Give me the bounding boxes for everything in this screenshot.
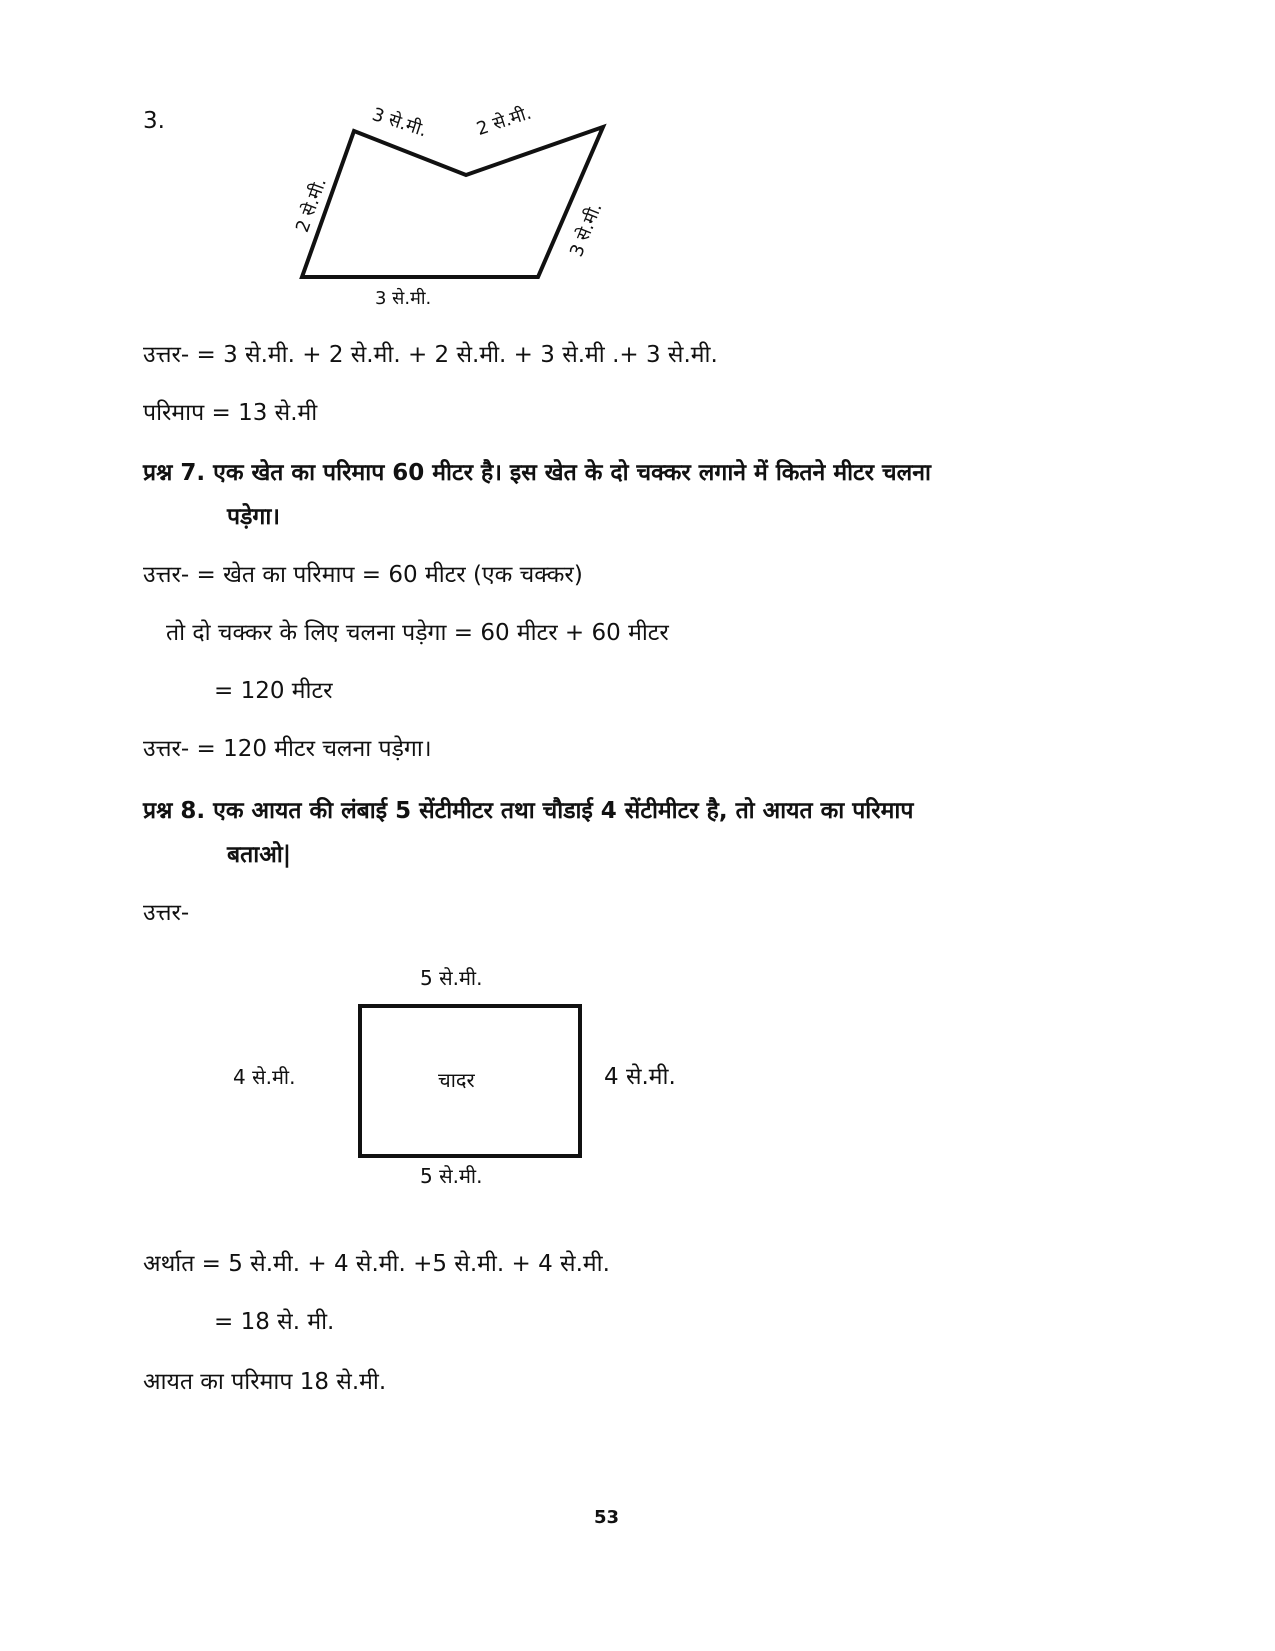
rect-label-top: 5 से.मी. xyxy=(420,966,483,990)
q7-answer-line1: उत्तर- = खेत का परिमाप = 60 मीटर (एक चक्कर) xyxy=(143,562,583,588)
pentagon-label-bottom: 3 से.मी. xyxy=(375,288,432,309)
pentagon-label-top-right: 2 से.मी. xyxy=(474,102,534,140)
rect-label-left: 4 से.मी. xyxy=(233,1065,296,1089)
rect-label-right: 4 से.मी. xyxy=(604,1064,676,1090)
q8-answer-label: उत्तर- xyxy=(143,900,190,926)
q7-answer-line2: तो दो चक्कर के लिए चलना पड़ेगा = 60 मीटर + 60 मीटर xyxy=(166,620,669,646)
pentagon-figure xyxy=(302,127,603,277)
item-number: 3. xyxy=(143,108,165,134)
q7-answer-line3: = 120 मीटर xyxy=(214,678,333,704)
q8-question-line1: प्रश्न 8. एक आयत की लंबाई 5 सेंटीमीटर तथा चौडाई 4 सेंटीमीटर है, तो आयत का परिमाप xyxy=(143,798,914,824)
q7-answer-line4: उत्तर- = 120 मीटर चलना पड़ेगा। xyxy=(143,736,432,762)
page-number: 53 xyxy=(594,1507,620,1528)
pentagon-label-right: 3 से.मी. xyxy=(566,199,607,260)
q8-result-line: = 18 से. मी. xyxy=(214,1309,335,1335)
rect-label-center: चादर xyxy=(438,1068,475,1092)
pentagon-label-top-left: 3 से.मी. xyxy=(369,104,430,142)
q7-question-line2: पड़ेगा। xyxy=(227,504,280,530)
pentagon-label-left: 2 से.मी. xyxy=(292,175,331,236)
q8-question-line2: बताओ| xyxy=(227,842,292,868)
rect-label-bottom: 5 से.मी. xyxy=(420,1164,483,1188)
q7-question-line1: प्रश्न 7. एक खेत का परिमाप 60 मीटर है। इस खेत के दो चक्कर लगाने में कितने मीटर चलना xyxy=(143,460,931,486)
q8-conclusion: आयत का परिमाप 18 से.मी. xyxy=(143,1369,387,1395)
q8-sum-line: अर्थात = 5 से.मी. + 4 से.मी. +5 से.मी. + 4 से.मी. xyxy=(143,1251,610,1277)
item3-answer-line: उत्तर- = 3 से.मी. + 2 से.मी. + 2 से.मी. + 3 से.मी .+ 3 से.मी. xyxy=(143,342,718,368)
item3-perimeter-line: परिमाप = 13 से.मी xyxy=(143,400,318,426)
